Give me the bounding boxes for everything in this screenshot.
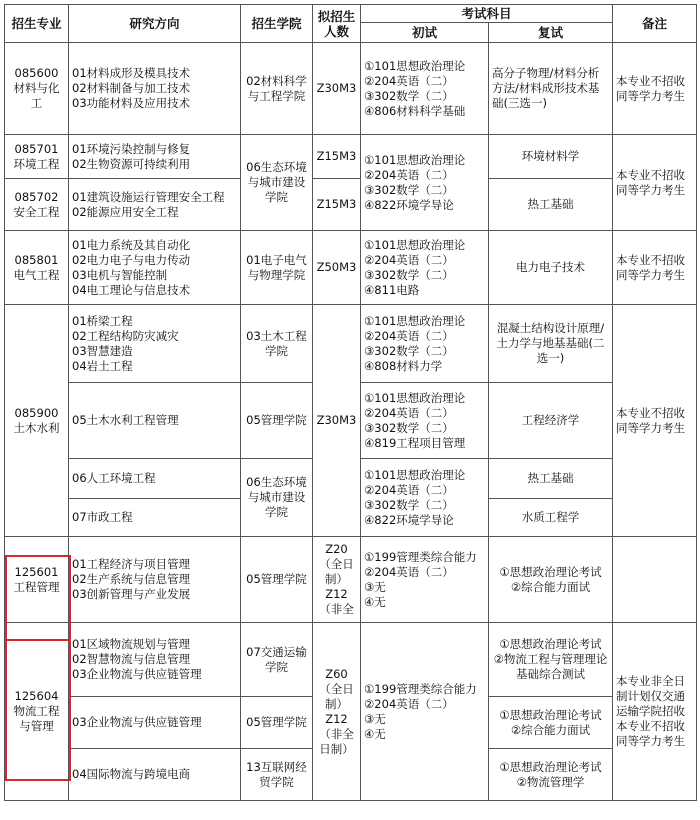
text-line: 085702 xyxy=(14,189,59,204)
text-line: ②综合能力面试 xyxy=(510,722,591,737)
text-line: ②物流管理学 xyxy=(516,774,585,789)
text-line: 03智慧建造 xyxy=(72,343,133,358)
text-line: （非全 xyxy=(319,602,354,616)
text-line: 环境工程 xyxy=(13,156,60,171)
text-line: 01桥梁工程 xyxy=(72,313,133,328)
text-line: ①思想政治理论考试 xyxy=(499,759,602,774)
quota-cell: Z15M3 xyxy=(313,179,361,231)
text-line: ④819工程项目管理 xyxy=(364,435,466,450)
text-line: ④无 xyxy=(364,726,386,741)
major-cell xyxy=(5,537,69,623)
initial-exam-cell xyxy=(361,135,489,231)
text-line: 04岩土工程 xyxy=(72,358,133,373)
remark-cell xyxy=(613,623,697,801)
direction-cell xyxy=(69,749,241,801)
remark-cell: 本专业不招收同等学力考生 xyxy=(613,305,697,537)
direction-cell xyxy=(69,383,241,459)
text-line: ②204英语（二） xyxy=(364,73,454,88)
remark-cell xyxy=(613,537,697,623)
retest-cell: 电力电子技术 xyxy=(489,231,613,305)
text-line: ③302数学（二） xyxy=(364,88,454,103)
college-cell: 06生态环境与城市建设学院 xyxy=(241,135,313,231)
text-line: ①101思想政治理论 xyxy=(364,313,466,328)
text-line: （全日 xyxy=(319,681,354,696)
text-line: ④808材料力学 xyxy=(364,358,443,373)
text-line: ①101思想政治理论 xyxy=(364,237,466,252)
text-line: 03创新管理与产业发展 xyxy=(72,587,191,601)
text-line: ④811电路 xyxy=(364,282,420,297)
header-quota: 拟招生人数 xyxy=(313,5,361,43)
table-row xyxy=(5,537,697,623)
text-line: 01建筑设施运行管理安全工程 xyxy=(72,189,225,204)
initial-exam-cell xyxy=(361,383,489,459)
text-line: 02智慧物流与信息管理 xyxy=(72,652,191,666)
text-line: 02生物资源可持续利用 xyxy=(72,156,191,171)
text-line: 05土木水利工程管理 xyxy=(72,413,179,427)
text-line: ②物流工程与管理理论基础综合测试 xyxy=(493,652,608,681)
text-line: 085600 xyxy=(14,66,59,80)
text-line: 02电力电子与电力传动 xyxy=(72,252,191,267)
direction-cell xyxy=(69,231,241,305)
text-line: 01区域物流规划与管理 xyxy=(72,637,191,651)
text-line: ①思想政治理论考试 xyxy=(499,637,602,651)
text-line: ③302数学（二） xyxy=(364,343,454,358)
quota-cell xyxy=(313,537,361,623)
text-line: 04电工理论与信息技术 xyxy=(72,282,191,297)
text-line: ①101思想政治理论 xyxy=(364,390,466,405)
retest-cell xyxy=(489,697,613,749)
text-line: ①101思想政治理论 xyxy=(364,152,466,167)
text-line: 01工程经济与项目管理 xyxy=(72,557,191,571)
text-line: 03企业物流与供应链管理 xyxy=(72,715,202,729)
header-retest: 复试 xyxy=(489,23,613,43)
text-line: ②204英语（二） xyxy=(364,482,454,497)
text-line: 日制） xyxy=(319,741,354,756)
text-line: ②204英语（二） xyxy=(364,696,454,711)
text-line: ④无 xyxy=(364,594,386,609)
text-line: 制） xyxy=(325,572,348,586)
text-line: ①思想政治理论考试 xyxy=(499,707,602,722)
text-line: ②204英语（二） xyxy=(364,405,454,420)
direction-cell xyxy=(69,499,241,537)
initial-exam-cell xyxy=(361,459,489,537)
initial-exam-cell xyxy=(361,537,489,623)
retest-cell: 工程经济学 xyxy=(489,383,613,459)
text-line: Z12 xyxy=(325,711,348,726)
text-line: ①199管理类综合能力 xyxy=(364,681,477,696)
text-line: 125604 xyxy=(14,689,59,703)
text-line: 03电机与智能控制 xyxy=(72,267,168,282)
text-line: Z12 xyxy=(325,587,348,601)
text-line: Z20 xyxy=(325,542,348,556)
text-line: 01环境污染控制与修复 xyxy=(72,141,191,156)
direction-cell xyxy=(69,135,241,179)
text-line: 安全工程 xyxy=(13,204,60,219)
retest-cell: 混凝土结构设计原理/土力学与地基基础(二选一) xyxy=(489,305,613,383)
quota-cell xyxy=(313,623,361,801)
text-line: ②204英语（二） xyxy=(364,252,454,267)
college-cell: 07交通运输学院 xyxy=(241,623,313,697)
retest-cell: 环境材料学 xyxy=(489,135,613,179)
retest-cell xyxy=(489,749,613,801)
text-line: ③302数学（二） xyxy=(364,182,454,197)
table-row xyxy=(5,623,697,697)
direction-cell xyxy=(69,179,241,231)
college-cell: 01电子电气与物理学院 xyxy=(241,231,313,305)
text-line: 物流工程与管理 xyxy=(13,704,60,733)
table-row xyxy=(5,179,697,231)
admission-table xyxy=(4,4,697,801)
text-line: （非全 xyxy=(319,726,354,741)
college-cell: 06生态环境与城市建设学院 xyxy=(241,459,313,537)
initial-exam-cell xyxy=(361,43,489,135)
table-row xyxy=(5,43,697,135)
table-row xyxy=(5,305,697,383)
text-line: 085701 xyxy=(14,141,59,156)
text-line: ③302数学（二） xyxy=(364,420,454,435)
text-line: ①思想政治理论考试 xyxy=(499,564,602,579)
initial-exam-cell xyxy=(361,231,489,305)
retest-cell: 高分子物理/材料分析方法/材料成形技术基础(三选一) xyxy=(489,43,613,135)
header-direction: 研究方向 xyxy=(69,5,241,43)
text-line: 土木水利 xyxy=(13,420,60,435)
text-line: 03企业物流与供应链管理 xyxy=(72,667,202,681)
retest-cell xyxy=(489,537,613,623)
remark-cell: 本专业不招收同等学力考生 xyxy=(613,135,697,231)
text-line: 02工程结构防灾减灾 xyxy=(72,328,179,343)
college-cell: 03土木工程学院 xyxy=(241,305,313,383)
header-exam: 考试科目 xyxy=(361,5,613,23)
quota-cell: Z15M3 xyxy=(313,135,361,179)
college-cell: 13互联网经贸学院 xyxy=(241,749,313,801)
text-line: 本专业非全日制计划仅交通运输学院招收 xyxy=(616,674,686,718)
direction-cell xyxy=(69,623,241,697)
college-cell: 05管理学院 xyxy=(241,383,313,459)
major-cell xyxy=(5,305,69,537)
text-line: ①101思想政治理论 xyxy=(364,467,466,482)
table-row xyxy=(5,231,697,305)
text-line: ③302数学（二） xyxy=(364,267,454,282)
text-line: Z60 xyxy=(325,666,348,681)
text-line: 工程管理 xyxy=(13,579,60,594)
text-line: 125601 xyxy=(14,564,59,579)
retest-cell: 水质工程学 xyxy=(489,499,613,537)
text-line: ③302数学（二） xyxy=(364,497,454,512)
text-line: ②204英语（二） xyxy=(364,167,454,182)
text-line: ③无 xyxy=(364,579,386,594)
text-line: 085801 xyxy=(14,252,59,267)
direction-cell xyxy=(69,697,241,749)
direction-cell xyxy=(69,43,241,135)
text-line: 本专业不招收同等学力考生 xyxy=(616,719,686,748)
text-line: 02材料制备与加工技术 xyxy=(72,81,191,95)
text-line: 材料与化工 xyxy=(13,81,60,110)
header-remark: 备注 xyxy=(613,5,697,43)
major-cell xyxy=(5,135,69,179)
text-line: 03功能材料及应用技术 xyxy=(72,96,191,110)
text-line: 085900 xyxy=(14,405,59,420)
direction-cell xyxy=(69,459,241,499)
major-cell xyxy=(5,179,69,231)
text-line: 01材料成形及模具技术 xyxy=(72,66,191,80)
table-row xyxy=(5,135,697,179)
direction-cell xyxy=(69,305,241,383)
remark-cell: 本专业不招收同等学力考生 xyxy=(613,231,697,305)
remark-cell: 本专业不招收同等学力考生 xyxy=(613,43,697,135)
text-line: ①101思想政治理论 xyxy=(364,58,466,73)
major-cell xyxy=(5,623,69,801)
header-college: 招生学院 xyxy=(241,5,313,43)
text-line: 04国际物流与跨境电商 xyxy=(72,767,191,781)
text-line: ①199管理类综合能力 xyxy=(364,549,477,564)
quota-cell: Z50M3 xyxy=(313,231,361,305)
initial-exam-cell xyxy=(361,305,489,383)
quota-cell: Z30M3 xyxy=(313,305,361,537)
header-initial: 初试 xyxy=(361,23,489,43)
text-line: 02能源应用安全工程 xyxy=(72,204,179,219)
retest-cell: 热工基础 xyxy=(489,179,613,231)
text-line: ④822环境学导论 xyxy=(364,197,454,212)
college-cell: 02材料科学与工程学院 xyxy=(241,43,313,135)
text-line: 制） xyxy=(325,696,348,711)
header-major: 招生专业 xyxy=(5,5,69,43)
text-line: ④806材料科学基础 xyxy=(364,103,466,118)
text-line: 07市政工程 xyxy=(72,510,133,524)
retest-cell: 热工基础 xyxy=(489,459,613,499)
quota-cell: Z30M3 xyxy=(313,43,361,135)
text-line: ②204英语（二） xyxy=(364,328,454,343)
text-line: ②204英语（二） xyxy=(364,564,454,579)
direction-cell xyxy=(69,537,241,623)
initial-exam-cell xyxy=(361,623,489,801)
college-cell: 05管理学院 xyxy=(241,697,313,749)
major-cell xyxy=(5,231,69,305)
text-line: ③无 xyxy=(364,711,386,726)
college-cell: 05管理学院 xyxy=(241,537,313,623)
retest-cell xyxy=(489,623,613,697)
text-line: （全日 xyxy=(319,557,354,571)
text-line: ④822环境学导论 xyxy=(364,512,454,527)
text-line: 01电力系统及其自动化 xyxy=(72,237,191,252)
text-line: 电气工程 xyxy=(13,267,60,282)
text-line: ②综合能力面试 xyxy=(510,579,591,594)
text-line: 06人工环境工程 xyxy=(72,471,156,485)
major-cell xyxy=(5,43,69,135)
text-line: 02生产系统与信息管理 xyxy=(72,572,191,586)
